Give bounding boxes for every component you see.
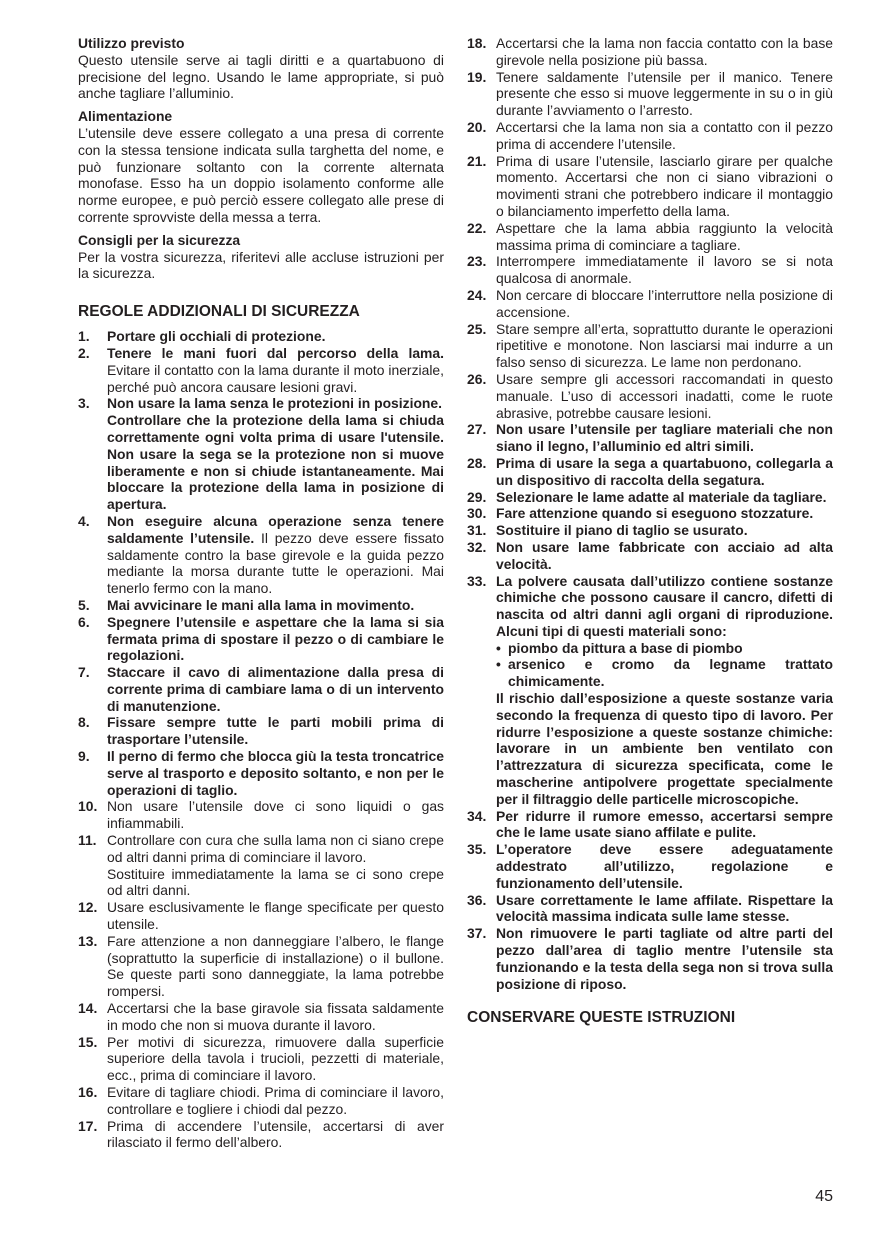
rule-text: Aspettare che la lama abbia raggiunto la velocità massima prima di cominciare a tagliare. (496, 219, 833, 253)
rule-bold-text: Per ridurre il rumore emesso, accertarsi sempre che le lame usate siano affilate e pulite. (496, 807, 833, 841)
bullet-item (496, 640, 833, 657)
rule-text: Evitare il contatto con la lama durante il moto inerziale, perché può ancora causare lesioni gravi. (107, 361, 444, 395)
rule-number: 8. (78, 714, 90, 731)
rule-text: Accertarsi che la lama non sia a contatto con il pezzo prima di accendere l’utensile. (496, 118, 833, 152)
rule-item (78, 899, 444, 933)
rule-item (467, 892, 833, 926)
rule-bold-text: Selezionare le lame adatte al materiale da tagliare. (496, 488, 827, 505)
rule-bold-text: Mai avvicinare le mani alla lama in movimento. (107, 596, 415, 613)
rule-number: 19. (467, 68, 487, 85)
section-power-supply (78, 108, 444, 226)
section-text: Questo utensile serve ai tagli diritti e a quartabuono di precisione del legno. Usando le lame appropriate, si può anche tagliare l’alluminio. (78, 51, 444, 102)
rule-item (467, 925, 833, 992)
rule-item (78, 1000, 444, 1034)
rule-text: Usare esclusivamente le flange specificate per questo utensile. (107, 899, 444, 933)
rule-bold-text-2: Il rischio dall’esposizione a queste sostanze varia secondo la frequenza di questo tipo di lavoro. Per ridurre l’esposizione a queste sostanze chimiche: lavorare in un ambiente ben ventilato con l’attrezzatura di sicurezza specificata, come le mascherine antipolvere progettate specialmente per il filtraggio delle particelle microscopiche. (496, 690, 833, 807)
rule-number: 15. (78, 1033, 98, 1050)
rule-number: 4. (78, 512, 90, 529)
rule-number: 10. (78, 798, 98, 815)
rule-item (467, 35, 833, 69)
section-text: Per la vostra sicurezza, riferitevi alle accluse istruzioni per la sicurezza. (78, 248, 444, 282)
bullet-icon: • (496, 639, 501, 656)
rule-item (78, 714, 444, 748)
section-title: Consigli per la sicurezza (78, 231, 241, 248)
rule-number: 17. (78, 1117, 98, 1134)
rule-text: Tenere saldamente l’utensile per il manico. Tenere presente che esso si muove leggermente in su o in giù durante l’avviamento o l’arresto. (496, 68, 833, 119)
rule-number: 5. (78, 596, 90, 613)
rule-item (78, 832, 444, 899)
rule-number: 23. (467, 253, 487, 270)
rule-item (467, 253, 833, 287)
rule-item (467, 287, 833, 321)
rule-item (78, 328, 444, 345)
rule-number: 26. (467, 370, 487, 387)
rule-number: 18. (467, 35, 487, 51)
section-intended-use (78, 35, 444, 102)
rule-number: 6. (78, 613, 90, 630)
rule-item (467, 489, 833, 506)
rule-item (467, 455, 833, 489)
rule-number: 2. (78, 344, 90, 361)
rule-text-2: Sostituire immediatamente la lama se ci sono crepe od altri danni. (107, 865, 444, 899)
rule-item (78, 748, 444, 798)
keep-instructions-heading: CONSERVARE QUESTE ISTRUZIONI (467, 1009, 736, 1027)
rule-number: 28. (467, 454, 487, 471)
rule-number: 13. (78, 932, 98, 949)
rule-text: Interrompere immediatamente il lavoro se si nota qualcosa di anormale. (496, 253, 833, 287)
rule-item (78, 614, 444, 664)
right-column (467, 35, 833, 1027)
bullet-item (496, 656, 833, 690)
rule-bold-text: Spegnere l’utensile e aspettare che la lama si sia fermata prima di spostare il pezzo o di cambiare le regolazioni. (107, 613, 444, 664)
rule-number: 33. (467, 572, 487, 589)
rule-item (78, 513, 444, 597)
rule-item (467, 539, 833, 573)
section-safety-tips (78, 232, 444, 282)
rule-bold-text: Usare correttamente le lame affilate. Rispettare la velocità massima indicata sulle lame stesse. (496, 891, 833, 925)
rule-number: 25. (467, 320, 487, 337)
rule-item (467, 841, 833, 891)
rule-number: 34. (467, 807, 487, 824)
section-text: L’utensile deve essere collegato a una presa di corrente con la stessa tensione indicata sulla targhetta del nome, e può funzionare soltanto con la corrente alternata monofase. Esso ha un doppio isolamento conforme alle norme europee, e può perciò essere collegato alle prese di corrente sprovviste della messa a terra. (78, 124, 444, 225)
page-number: 45 (815, 1188, 833, 1205)
rule-bold-text: Non usare la lama senza le protezioni in posizione. (107, 395, 442, 412)
rule-text: Evitare di tagliare chiodi. Prima di cominciare il lavoro, controllare e togliere i chiodi dal pezzo. (107, 1084, 444, 1117)
rule-bold-text: Tenere le mani fuori dal percorso della lama. (107, 344, 444, 361)
rule-text: Stare sempre all’erta, soprattutto durante le operazioni ripetitive e monotone. Non lasciarsi mai indurre a un falso senso di sicurezza. Le lame non perdonano. (496, 320, 833, 371)
rule-item (467, 808, 833, 842)
rule-bold-text: Non usare l’utensile per tagliare materiali che non siano il legno, l’alluminio ed altri simili. (496, 421, 833, 455)
rule-item (467, 321, 833, 371)
rule-item (78, 798, 444, 832)
rule-bold-text: Portare gli occhiali di protezione. (107, 328, 326, 345)
rule-number: 29. (467, 488, 487, 505)
rule-item (467, 69, 833, 119)
rule-number: 21. (467, 152, 487, 169)
rule-number: 32. (467, 538, 487, 555)
rule-item (467, 153, 833, 220)
rule-number: 30. (467, 505, 487, 522)
rule-text: Controllare con cura che sulla lama non ci siano crepe od altri danni prima di cominciare il lavoro. (107, 832, 444, 865)
rule-number: 7. (78, 664, 90, 681)
rule-bold-text: Sostituire il piano di taglio se usurato. (496, 522, 748, 539)
rule-text: Fare attenzione a non danneggiare l’albero, le flange (soprattutto la superficie di installazione) o il bullone. Se queste parti sono danneggiate, la lama potrebbe rompersi. (107, 932, 444, 1000)
rule-bold-text: La polvere causata dall’utilizzo contiene sostanze chimiche che possono causare il cancro, difetti di nascita od altri danni agli organi di riproduzione. Alcuni tipi di questi materiali sono: (496, 572, 833, 639)
left-column (78, 35, 444, 1151)
rule-item (467, 371, 833, 421)
rule-text: Non usare l’utensile dove ci sono liquidi o gas infiammabili. (107, 798, 444, 832)
rule-bold-text: Non rimuovere le parti tagliate od altre parti del pezzo dall’area di taglio mentre l’utensile sta funzionando e la testa della sega non si trova sulla posizione di riposo. (496, 925, 833, 992)
rule-number: 35. (467, 841, 487, 858)
rule-item (78, 1084, 444, 1118)
rule-text: Accertarsi che la base giravole sia fissata saldamente in modo che non si muova durante il lavoro. (107, 1000, 444, 1033)
rule-bold-text: Staccare il cavo di alimentazione dalla presa di corrente prima di cambiare lama o di un intervento di manutenzione. (107, 664, 444, 714)
rule-item (78, 395, 444, 513)
rule-bold-text-2: Controllare che la protezione della lama si chiuda correttamente ogni volta prima di usare l'utensile. Non usare la sega se la protezione non si muove liberamente e non si chiude istantaneamente. Mai bloccare la protezione della lama in posizione di apertura. (107, 412, 444, 513)
rule-number: 20. (467, 118, 487, 135)
bullet-icon: • (496, 656, 501, 673)
rule-text: Usare sempre gli accessori raccomandati in questo manuale. L’uso di accessori inadatti, come le ruote abrasive, potrebbe causare lesioni. (496, 370, 833, 421)
rule-item (78, 1118, 444, 1152)
bullet-text: piombo da pittura a base di piombo (508, 639, 743, 656)
rule-bold-text: L’operatore deve essere adeguatamente addestrato all’utilizzo, regolazione e funzionamento dell’utensile. (496, 841, 833, 891)
rule-item (78, 345, 444, 395)
rule-number: 31. (467, 522, 487, 539)
rule-number: 22. (467, 219, 487, 236)
rule-text: Accertarsi che la lama non faccia contatto con la base girevole nella posizione più bassa. (496, 35, 833, 68)
rule-item (467, 421, 833, 455)
rule-item (78, 933, 444, 1000)
rule-bold-text: Non usare lame fabbricate con acciaio ad alta velocità. (496, 538, 833, 572)
rule-bold-text: Fissare sempre tutte le parti mobili prima di trasportare l’utensile. (107, 714, 444, 748)
rule-text: Per motivi di sicurezza, rimuovere dalla superficie superiore della tavola i trucioli, pezzetti di materiale, ecc., prima di cominciare il lavoro. (107, 1033, 444, 1084)
rule-number: 14. (78, 1000, 98, 1017)
rule-item (467, 220, 833, 254)
rule-number: 16. (78, 1084, 98, 1101)
rule-item (78, 1034, 444, 1084)
rule-bold-text: Fare attenzione quando si eseguono stozzature. (496, 505, 814, 522)
rule-number: 9. (78, 748, 90, 765)
rule-item (467, 522, 833, 539)
rule-number: 3. (78, 395, 90, 412)
rule-number: 37. (467, 925, 487, 942)
rule-bold-text: Il perno di fermo che blocca giù la testa troncatrice serve al trasporto e deposito soltanto, e non per le operazioni di taglio. (107, 748, 444, 798)
bullet-text: arsenico e cromo da legname trattato chimicamente. (508, 656, 833, 690)
rule-bold-text: Prima di usare la sega a quartabuono, collegarla a un dispositivo di raccolta della segatura. (496, 454, 833, 488)
rule-number: 1. (78, 328, 90, 345)
rule-item (467, 573, 833, 808)
section-title: Alimentazione (78, 108, 173, 125)
rule-item (467, 119, 833, 153)
rule-text: Non cercare di bloccare l’interruttore nella posizione di accensione. (496, 286, 833, 320)
rule-number: 11. (78, 832, 97, 849)
rule-item (78, 664, 444, 714)
rule-number: 36. (467, 891, 487, 908)
rule-number: 12. (78, 899, 98, 916)
rule-text: Prima di usare l’utensile, lasciarlo girare per qualche momento. Accertarsi che non ci siano vibrazioni o movimenti strani che potrebbero indicare il montaggio o bilanciamento imperfetto della lama. (496, 152, 833, 219)
rule-text: Il pezzo deve essere fissato saldamente contro la base girevole e la guida pezzo mediante la morsa durante tutte le operazioni. Mai tenerlo fermo con la mano. (107, 529, 444, 597)
section-title: Utilizzo previsto (78, 35, 185, 51)
safety-rules-heading: REGOLE ADDIZIONALI DI SICUREZZA (78, 303, 360, 321)
rule-number: 27. (467, 421, 487, 438)
rule-bold-text: Non eseguire alcuna operazione senza tenere saldamente l’utensile. (107, 512, 444, 546)
rule-item (78, 597, 444, 614)
rule-number: 24. (467, 286, 487, 303)
rule-text: Prima di accendere l’utensile, accertarsi di aver rilasciato il fermo dell’albero. (107, 1117, 444, 1151)
rule-item (467, 505, 833, 522)
